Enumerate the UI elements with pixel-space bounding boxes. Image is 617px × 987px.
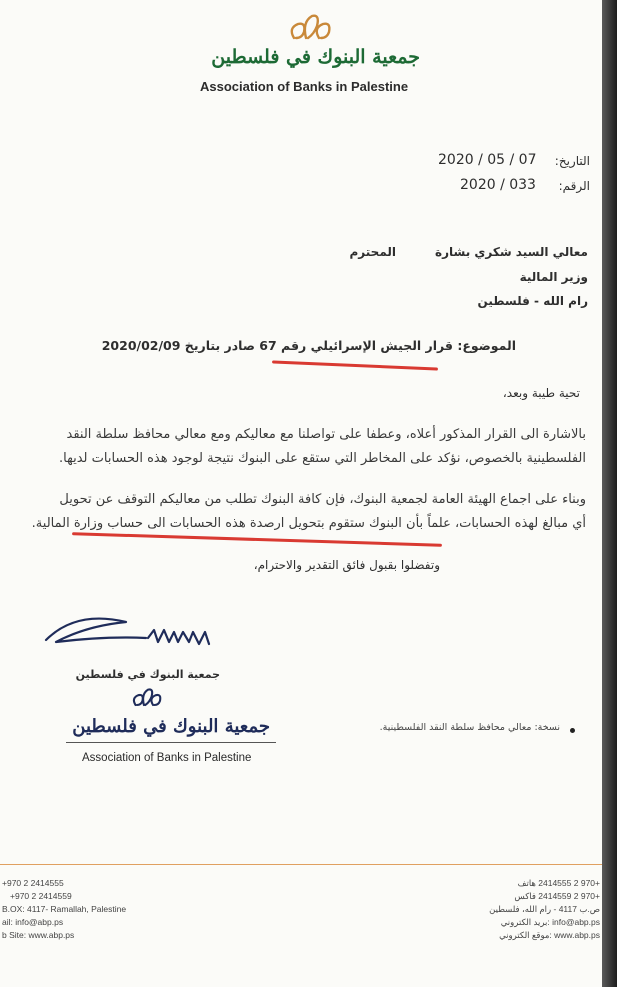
date-label: التاريخ:: [554, 154, 590, 168]
footer-left-line: B.OX: 4117- Ramallah, Palestine: [2, 904, 127, 914]
ref-line: [430, 177, 590, 197]
body-paragraph-1-line-1: بالاشارة الى القرار المذكور أعلاه، وعطفا على تواصلنا مع معاليكم ومع معالي محافظ سلطة النقد: [66, 427, 586, 442]
stamp-divider: [66, 742, 276, 743]
greeting: تحية طيبة وبعد،: [502, 386, 580, 400]
footer-divider: [0, 864, 602, 865]
recipient-title: وزير المالية: [519, 270, 588, 284]
subject-label: الموضوع:: [457, 338, 516, 353]
body-paragraph-1-line-2: الفلسطينية بالخصوص، نؤكد على المخاطر التي ستقع على البنوك نتيجة لوجود هذه الحسابات لديها.: [59, 451, 586, 466]
signer-name: جمعية البنوك في فلسطين: [75, 668, 220, 681]
footer-right-line: www.abp.ps :موقع الكتروني: [499, 930, 600, 940]
footer-right: [440, 877, 600, 942]
ref-label: الرقم:: [558, 179, 590, 193]
footer-left: [2, 877, 202, 942]
recipient-name: معالي السيد شكري بشارة: [434, 245, 588, 259]
body-paragraph-2-line-1: وبناء على اجماع الهيئة العامة لجمعية البنوك، فإن كافة البنوك تطلب من معاليكم التوقف عن تحويل: [59, 492, 586, 507]
footer-right-line: info@abp.ps :بريد الكتروني: [500, 917, 600, 927]
footer-left-line: ail: info@abp.ps: [2, 917, 64, 927]
footer-right-line: +970 2 2414555 هاتف: [517, 878, 600, 888]
abp-logo-icon: [286, 8, 332, 48]
footer-left-line: +970 2 2414555: [2, 878, 64, 888]
cc-bullet: [570, 728, 575, 733]
signature-scribble: [40, 612, 230, 662]
date-line: [430, 152, 590, 172]
body-paragraph-2-line-2: أي مبالغ لهذه الحسابات، علماً بأن البنوك ستقوم بتحويل ارصدة هذه الحسابات الى حساب وزارة المالية.: [31, 516, 586, 531]
footer-right-line: ص.ب 4117 - رام الله، فلسطين: [489, 904, 600, 914]
footer-right-line: +970 2 2414559 فاكس: [514, 891, 600, 901]
ref-value: 2020 / 033: [460, 177, 536, 193]
letterhead-name-ar: جمعية البنوك في فلسطين: [211, 46, 420, 68]
footer-left-line: +970 2 2414559: [10, 891, 72, 901]
recipient-location: رام الله - فلسطين: [477, 294, 588, 308]
subject-line: [100, 338, 516, 353]
closing-line: وتفضلوا بقبول فائق التقدير والاحترام،: [253, 558, 440, 572]
page-edge-shadow: [602, 0, 617, 987]
footer-left-line: b Site: www.abp.ps: [2, 930, 75, 940]
recipient-honorific: المحترم: [349, 245, 396, 259]
letterhead-name-en: Association of Banks in Palestine: [200, 79, 409, 94]
date-value: 2020 / 05 / 07: [438, 152, 537, 168]
cc-line: نسخة: معالي محافظ سلطة النقد الفلسطينية.: [379, 722, 560, 733]
stamp-logo-icon: [128, 684, 164, 712]
stamp-name-en: Association of Banks in Palestine: [82, 752, 252, 764]
stamp-name-ar: جمعية البنوك في فلسطين: [72, 716, 270, 737]
subject-text: قرار الجيش الإسرائيلي رقم 67 صادر بتاريخ 2020/02/09: [101, 338, 453, 353]
underline-mark: [272, 360, 438, 370]
